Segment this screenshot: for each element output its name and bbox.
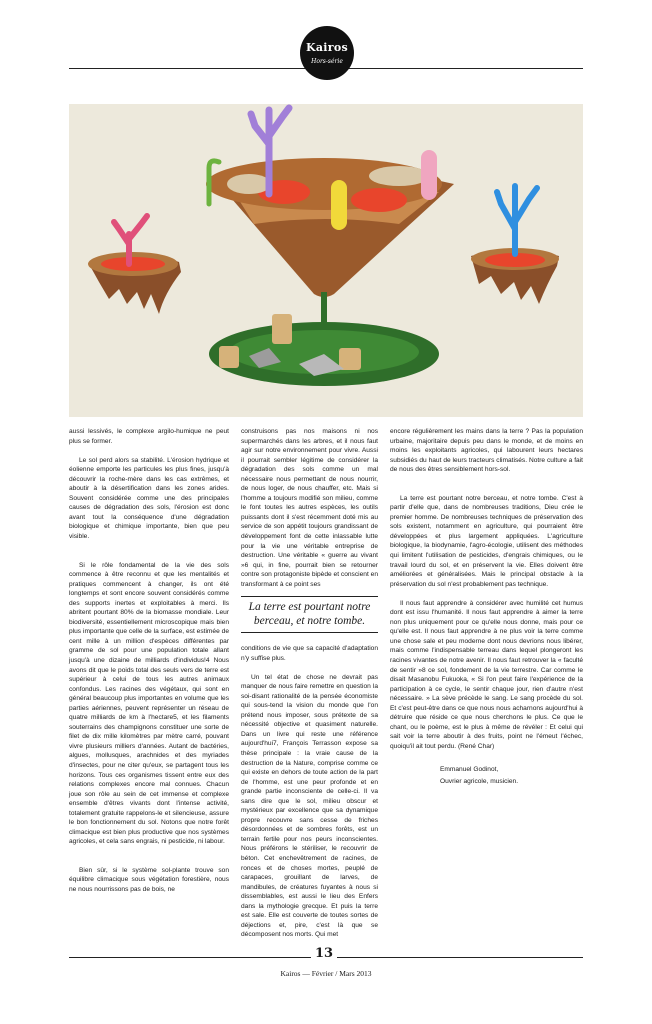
column-middle-bottom	[241, 644, 378, 949]
page-number: 13	[311, 946, 337, 961]
brand-name: Kairos	[306, 41, 348, 54]
paragraph: conditions de vie que sa capacité d'adaptation n'y suffise plus.	[241, 645, 378, 662]
paragraph: Si le rôle fondamental de la vie des sols commence à être reconnu et que les mentalités et pratiques commencent à changer, ils ont été longtemps et sont encore souvent considérés comme des supports inertes et exploitables à merci. Ils abritent pourtant 80% de la biomasse mondiale. Leur biodiversité, essentiellement microscopique mais bien plus importante que celle de la surface, est estimée de cent mille à un million d'espèces différentes par gramme de sol pour une population totale allant jusqu'à une dizaine de milliards d'individus!4 Nous avons dit que le poids total des seuls vers de terre est supérieur à celui de tous les autres animaux confondus. Les racines des végétaux, qui sont en général beaucoup plus importantes en volume que les parties aériennes, peuvent représenter un réseau de quatre milliards de km à l'hectare5, et les filaments souterrains des champignons constituer une sorte de filet de dix mille kilomètres par mètre carré, pouvant vivre plusieurs milliers d'années. Autant de bactéries, algues, mollusques, arachnides et des myriades d'insectes, pour ne citer qu'eux, se partagent tous les horizons. Tous ces organismes tissent entre eux des relations complexes encore mal connues. Chacun joue son rôle au sein de cet immense et complexe ensemble d'êtres vivants dont l'intense activité, totalement gratuite rappelons-le et silencieuse, assure le bon fonctionnement du sol. Notons que notre forêt climacique est bien plus productive que nos systèmes agricoles, et cela sans engrais, ni pesticide, ni labour.	[69, 561, 229, 846]
left-soil-island	[88, 216, 181, 314]
paragraph: La terre est pourtant notre berceau, et notre tombe. C'est à partir d'elle que, dans de nombreuses traditions, Dieu crée le premier homme. De nombreuses techniques de préservation des sols existent, notamment en agriculture, qui pourraient être développées et plus largement appliquées. L'agriculture biologique, la biodynamie, l'agro-écologie, utilisent des méthodes qui limitent l'utilisation de pesticides, d'engrais chimiques, ou le travail lourd du sol, et en préservent la vie. Elles doivent être améliorées et généralisées. Mais le principal obstacle à la préservation du sol n'est probablement pas technique.	[390, 494, 583, 588]
paragraph: Un tel état de chose ne devrait pas manquer de nous faire remettre en question la soi-disant rationalité de la pensée économiste qui sous-tend la vision du monde que l'on prétend nous imposer, sous prétexte de sa nécessité objective et quasiment naturelle. Dans un livre qui reste une référence aujourd'hui7, François Terrasson expose sa thèse principale : la vraie cause de la destruction de la Nature, comprise comme ce qui existe en dehors de toute action de la part de l'homme, est une peur profonde et en grande partie inconsciente de celle-ci. Il va sans dire que le sol, milieu obscur et mystérieux par excellence que sa dynamique propre recouvre sans cesse de friches désordonnées et de sombres forêts, est un terrain fertile pour nos peurs inconscientes. Nous préférons le stériliser, le recouvrir de béton. Cet enchevêtrement de racines, de ronces et de choses mortes, peuplé de carapaces, grouillant de larves, de mandibules, de créatures fuyantes à nous si dissemblables, est aussi le lieu des Enfers dans la mythologie grecque. Et puis la terre est sale. Elle est couverte de toutes sortes de déjections et, pire, c'est là que se décomposent nos morts. Qui met	[241, 673, 378, 939]
pull-quote: La terre est pourtant notre berceau, et notre tombe.	[248, 601, 371, 627]
paragraph: Le sol perd alors sa stabilité. L'érosion hydrique et éolienne emporte les particules les plus fines, jusqu'à découvrir la roche-mère dans les cas extrêmes, et aboutir à la désertification dans les zones arides. Souvent considérée comme une des principales causes de dégradation des sols, l'érosion est donc avant tout la conséquence d'une dégradation biologique et chimique importante, bien que peu visible.	[69, 456, 229, 540]
paragraph: aussi lessivés, le complexe argilo-humique ne peut plus se former.	[69, 428, 229, 445]
right-soil-island	[471, 186, 559, 304]
paragraph: construisons pas nos maisons ni nos supermarchés dans les arbres, et il nous faut agir sur notre environnement pour vivre. Aussi il pourrait sembler légitime de considérer la dégradation des sols comme un mal nécessaire nous permettant de nous nourrir, de nous loger, de nous chauffer, etc. Mais si l'homme a toujours modifié son milieu, comme le font toutes les autres espèces, les outils puissants dont il s'est récemment doté mis au service de son appétit toujours grandissant de développement font de cette inlassable lutte pour la vie une véritable entreprise de destruction. Une véritable « guerre au vivant »6 qui, in fine, pourrait bien se retourner contre son protagoniste bipède et conscient en transformant à ce point ses	[241, 428, 378, 588]
brand-subtitle: Hors-série	[311, 58, 343, 65]
illustration	[69, 104, 583, 417]
signature-name: Emmanuel Godinot,	[440, 766, 499, 774]
quote-rule-top	[241, 596, 378, 597]
quote-rule-bottom	[241, 632, 378, 633]
signature-role: Ouvrier agricole, musicien.	[440, 778, 519, 785]
goblet-bowl	[206, 108, 454, 297]
paragraph: encore régulièrement les mains dans la terre ? Pas la population urbaine, majoritaire depuis peu dans le monde, et de moins en moins les exploitants agricoles, qui labourent leurs hectares subsidiés du haut de leurs tracteurs climatisés. Notre culture a fait de nous des êtres sensiblement hors-sol.	[390, 428, 583, 474]
kairos-logo	[300, 26, 354, 80]
column-left	[69, 427, 229, 904]
soil-goblet-illustration	[69, 104, 583, 417]
green-base	[209, 314, 439, 386]
column-right	[390, 427, 583, 796]
paragraph: Bien sûr, si le système sol-plante trouve son équilibre climacique sous végétation forestière, nous ne nous nourrissons pas de bois, ne	[69, 866, 229, 894]
issue-info: Kairos — Février / Mars 2013	[280, 969, 372, 978]
paragraph: Il nous faut apprendre à considérer avec humilité cet humus dont est issu l'humanité. Il nous faut apprendre à aimer la terre non plus uniquement pour ce qu'elle nous donne, mais pour ce qu'elle est. Il nous faut apprendre à ne plus voir la terre comme une chose sale et peu moderne dont nous devrions nous libérer, mais comme l'indispensable terreau dans lequel plongeront les racines vivantes de notre avenir. Il nous faut retrouver la « faculté de sentir »8 ce sol, fondement de la vie terrestre. Car comme le disait Masanobu Fukuoka, « Si l'on peut faire l'expérience de la participation à ce cycle, le sentir chaque jour, rien d'autre n'est nécessaire. » La sève précède le sang. Le sang procède du sol. Et c'est peut-être dans ce que nous nous acharnons aujourd'hui à détruire que réside ce que nous cherchons le plus. Ce que le chant, ou le poème, est le plus à même de révéler : Et celui qui sait voir la terre aboutir à des fruits, point ne l'émeut l'échec, quoiqu'il ait tout perdu. (René Char)	[390, 599, 583, 750]
column-middle-top	[241, 427, 378, 599]
